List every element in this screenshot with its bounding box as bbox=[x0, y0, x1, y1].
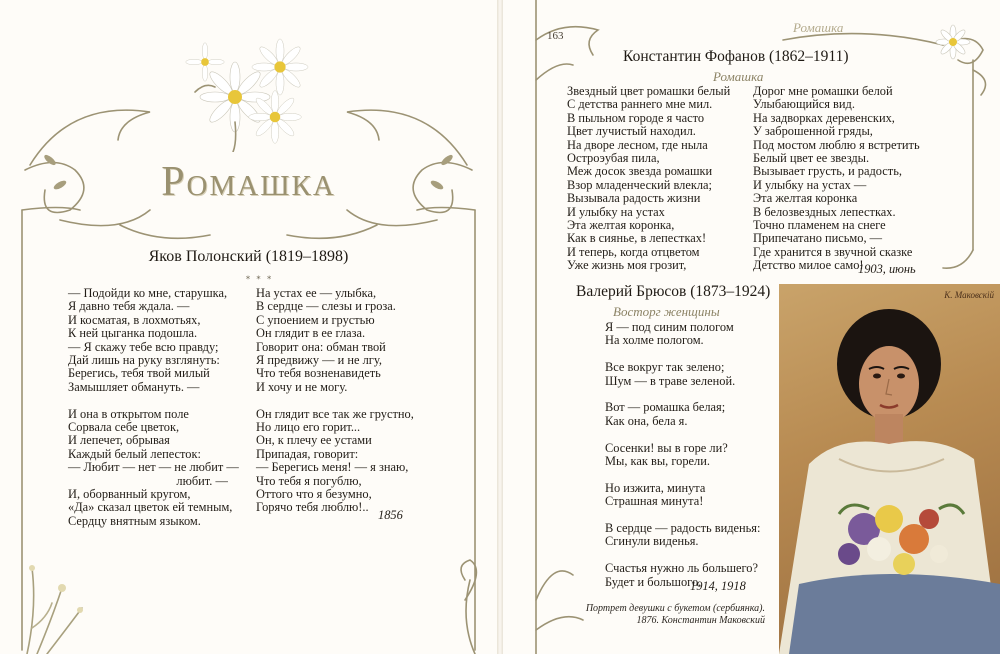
poem-line: И лепечет, обрывая bbox=[68, 433, 170, 448]
poem-line: И улыбку на устах — bbox=[753, 177, 867, 192]
poem-line: Я — под синим пологом bbox=[605, 320, 734, 334]
poem-line: Что тебя возненавидеть bbox=[256, 366, 381, 381]
poem-line bbox=[605, 468, 805, 481]
caption-line-2: 1876. Константин Маковский bbox=[636, 615, 765, 626]
poem-line bbox=[605, 509, 805, 522]
poem3-date: 1914, 1918 bbox=[690, 579, 746, 593]
poem2-column-2 bbox=[753, 85, 953, 273]
poem-line: Припечатано письмо, — bbox=[753, 231, 883, 246]
caption-line-1: Портрет девушки с букетом (сербиянка). bbox=[585, 603, 765, 614]
poem-line: Вызывала радость жизни bbox=[567, 191, 701, 206]
poem-line bbox=[605, 348, 805, 361]
poem2-date: 1903, июнь bbox=[858, 262, 916, 276]
chapter-title: Ромашка bbox=[161, 159, 336, 205]
poem-line: Шум — в траве зеленой. bbox=[605, 373, 736, 388]
poem3-title: Восторг женщины bbox=[613, 304, 720, 319]
poem-line: В пыльном городе я часто bbox=[567, 110, 705, 125]
poem-line: Точно пламенем на снеге bbox=[753, 218, 886, 233]
poem-line: В сердце — радость виденья: bbox=[605, 521, 761, 536]
poem3-text bbox=[605, 321, 805, 589]
poem-line: — Подойди ко мне, старушка, bbox=[68, 286, 228, 300]
poem1-author: Яков Полонский (1819–1898) bbox=[148, 248, 349, 265]
poem-line: любит. — bbox=[68, 473, 228, 488]
poem-line bbox=[605, 549, 805, 562]
painting-caption bbox=[553, 603, 765, 627]
poem-line: В белозвездных лепестках. bbox=[753, 204, 896, 219]
poem-line: — Берегись меня! — я знаю, bbox=[256, 460, 409, 475]
poem-line bbox=[605, 388, 805, 401]
poem-line: Я предвижу — и не лгу, bbox=[256, 353, 382, 368]
poem-line: — Любит — нет — не любит — bbox=[68, 460, 239, 475]
painting-signature: К. Маковскiй bbox=[944, 290, 994, 300]
poem-line: — Я скажу тебе всю правду; bbox=[68, 339, 219, 354]
poem-line: На холме пологом. bbox=[605, 333, 704, 348]
poem-line: Взор младенческий влекла; bbox=[567, 177, 712, 192]
poem-line: Как она, бела я. bbox=[605, 413, 688, 428]
poem-line: Детство милое само! bbox=[753, 258, 864, 273]
poem-line: Каждый белый лепесток: bbox=[68, 446, 201, 461]
poem-line: Остроэубая пила, bbox=[567, 151, 660, 166]
portrait-painting bbox=[779, 284, 1000, 654]
poem-line: Вызывает грусть, и радость, bbox=[753, 164, 902, 179]
poem-line: Страшная минута! bbox=[605, 494, 704, 509]
poem-line bbox=[256, 394, 446, 407]
poem-line: Эта желтая коронка, bbox=[567, 218, 675, 233]
poem-line: Меж досок звезда ромашки bbox=[567, 164, 713, 179]
poem-line: Дорог мне ромашки белой bbox=[753, 84, 893, 98]
poem-line: Где хранится в звучной сказке bbox=[753, 244, 913, 259]
poem-line: Дай лишь на руку взглянуть: bbox=[68, 353, 220, 368]
poem3-author: Валерий Брюсов (1873–1924) bbox=[576, 283, 771, 300]
poem-line: Он, к плечу ее устами bbox=[256, 433, 372, 448]
running-head: Ромашка bbox=[793, 20, 844, 35]
poem-line: И, оборванный кругом, bbox=[68, 487, 191, 502]
poem-line: Замышляет обмануть. — bbox=[68, 379, 200, 394]
poem-line: Вот — ромашка белая; bbox=[605, 400, 726, 415]
poem-line: И она в открытом поле bbox=[68, 406, 189, 421]
poem-line: Цвет лучистый находил. bbox=[567, 124, 696, 139]
poem-line bbox=[605, 428, 805, 441]
poem-line: В сердце — слезы и гроза. bbox=[256, 299, 396, 314]
poem-line: Говорит она: обман твой bbox=[256, 339, 386, 354]
poem1-date: 1856 bbox=[378, 508, 403, 522]
poem-line: И косматая, в лохмотьях, bbox=[68, 312, 201, 327]
poem-line: Я давно тебя ждала. — bbox=[68, 299, 190, 314]
poem-line: Под мостом люблю я встретить bbox=[753, 137, 920, 152]
poem-line: Сгинули виденья. bbox=[605, 534, 699, 549]
poem-line: И улыбку на устах bbox=[567, 204, 665, 219]
poem2-author: Константин Фофанов (1862–1911) bbox=[623, 48, 849, 65]
poem-line: Сорвала себе цветок, bbox=[68, 420, 180, 435]
poem-line: С детства раннего мне мил. bbox=[567, 97, 713, 112]
poem-line: Но лицо его горит... bbox=[256, 420, 361, 435]
portrait-figure bbox=[779, 284, 1000, 654]
poem-line: На задворках деревенских, bbox=[753, 110, 895, 125]
poem-line: Припадая, говорит: bbox=[256, 446, 359, 461]
poem2-title: Ромашка bbox=[713, 69, 764, 84]
poem-line: Но изжита, минута bbox=[605, 480, 706, 495]
poem-line: Оттого что я безумно, bbox=[256, 487, 372, 502]
poem-line: Горячо тебя люблю!.. bbox=[256, 500, 369, 515]
poem-line: К ней цыганка подошла. bbox=[68, 326, 198, 341]
poem-line: Что тебя я погублю, bbox=[256, 473, 362, 488]
poem-line: У заброшенной гряды, bbox=[753, 124, 873, 139]
poem-line: С упоением и грустью bbox=[256, 312, 375, 327]
poem1-column-1 bbox=[68, 287, 253, 528]
chamomile-small-icon bbox=[928, 22, 978, 62]
poem-line: Сердцу внятным языком. bbox=[68, 513, 201, 528]
poem-line: Будет и большого. bbox=[605, 574, 702, 589]
poem-line bbox=[68, 394, 253, 407]
poem-line: Звездный цвет ромашки белый bbox=[567, 84, 731, 98]
poem-line: И хочу и не могу. bbox=[256, 379, 348, 394]
poem-line: Улыбающийся вид. bbox=[753, 97, 855, 112]
page-number: 163 bbox=[547, 30, 564, 42]
poem-line: Все вокруг так зелено; bbox=[605, 360, 725, 375]
left-page bbox=[0, 0, 497, 654]
poem-line: Уже жизнь моя грозит, bbox=[567, 258, 687, 273]
poem-line: «Да» сказал цветок ей темным, bbox=[68, 500, 233, 515]
poem-line: Как в сиянье, в лепестках! bbox=[567, 231, 707, 246]
poem-line: Мы, как вы, горели. bbox=[605, 454, 710, 469]
poem-line: Сосенки! вы в горе ли? bbox=[605, 440, 728, 455]
poem-line: На устах ее — улыбка, bbox=[256, 286, 377, 300]
poem-line: Белый цвет ее звезды. bbox=[753, 151, 870, 166]
poem1-stars: * * * bbox=[246, 275, 274, 284]
poem-line: Эта желтая коронка bbox=[753, 191, 858, 206]
poem-line: Он глядит все так же грустно, bbox=[256, 406, 414, 421]
poem-line: На дворе лесном, где ныла bbox=[567, 137, 708, 152]
poem1-column-2 bbox=[256, 287, 446, 515]
poem-line: Счастья нужно ль большего? bbox=[605, 561, 758, 576]
poem-line: И теперь, когда отцветом bbox=[567, 244, 700, 259]
floral-corner-decoration bbox=[22, 548, 92, 654]
poem-line: Он глядит в ее глаза. bbox=[256, 326, 366, 341]
poem-line: Берегись, тебя твой милый bbox=[68, 366, 210, 381]
poem2-column-1 bbox=[567, 85, 752, 273]
